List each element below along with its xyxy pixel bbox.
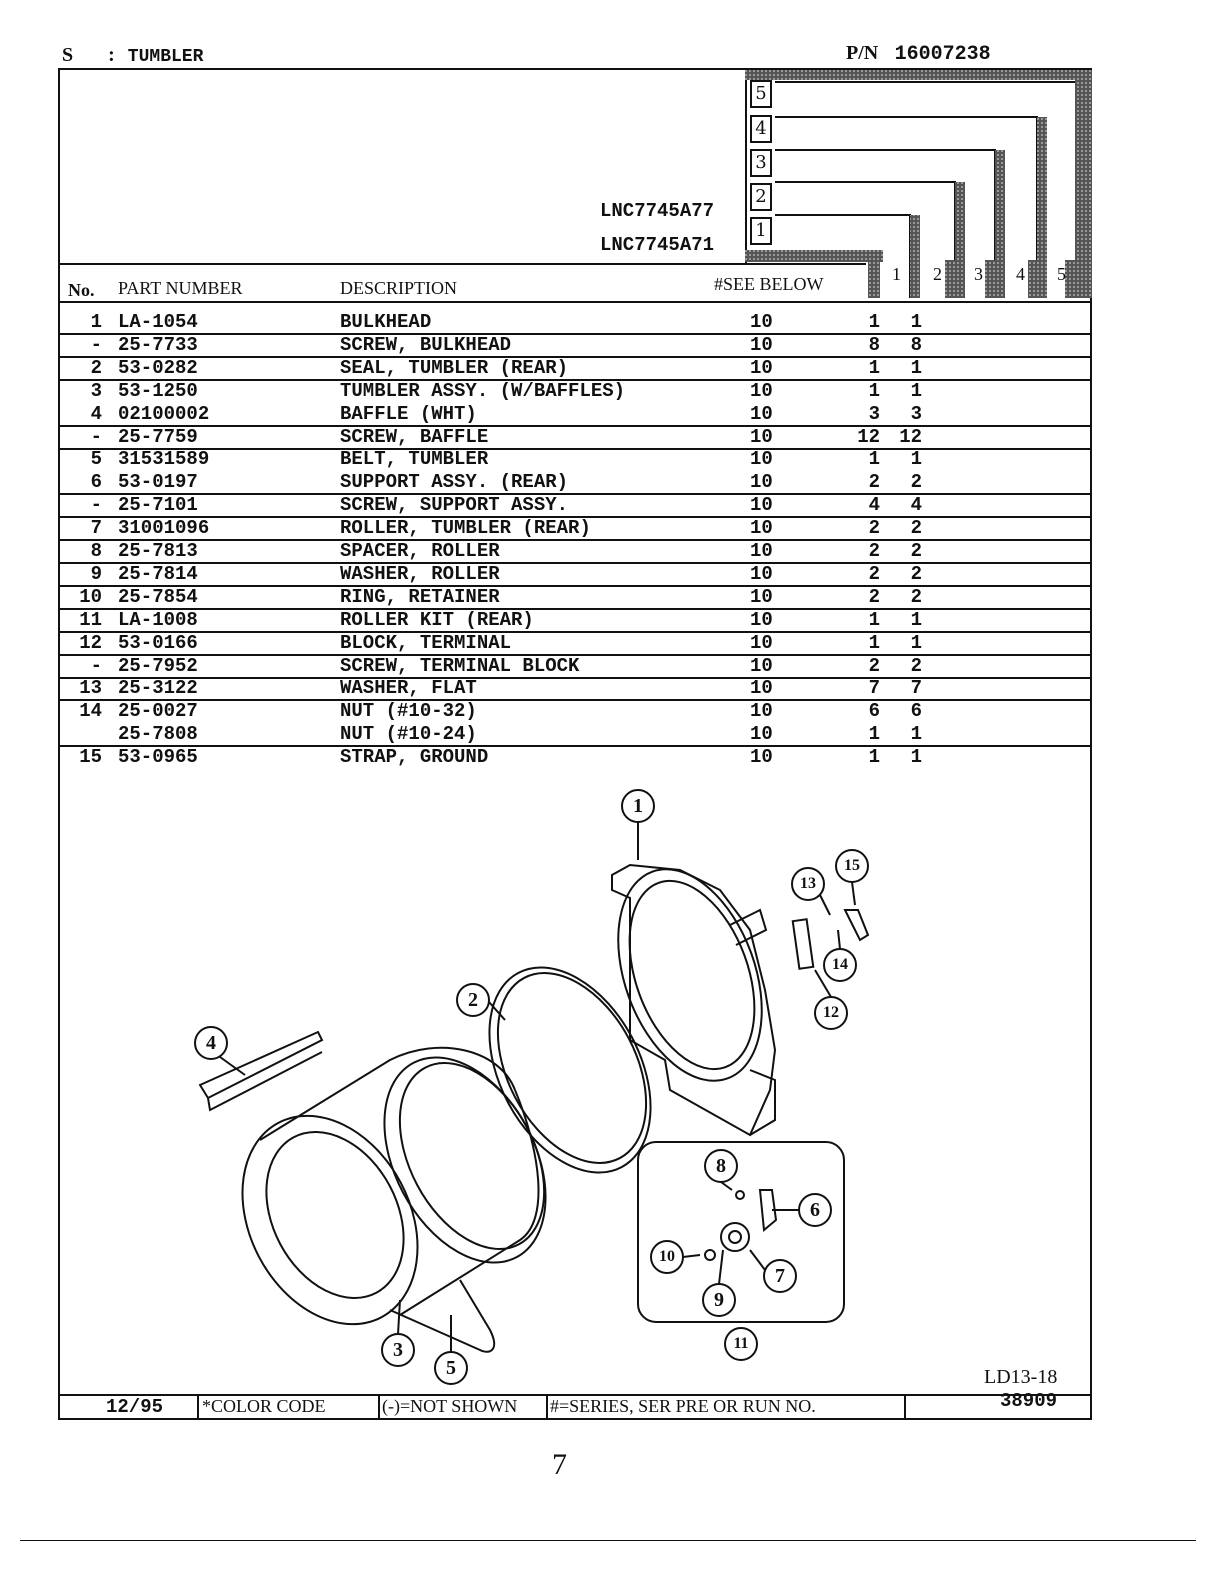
- row-no: -: [90, 425, 102, 448]
- table-row: [60, 448, 1092, 471]
- row-no: 6: [90, 471, 102, 494]
- row-qty-model-2: 4: [910, 494, 922, 517]
- row-qty-model-1: 2: [868, 471, 880, 494]
- table-row: [60, 746, 1092, 769]
- row-no: 3: [90, 379, 102, 402]
- shade-col-2: [955, 182, 965, 298]
- row-series: 10: [750, 723, 773, 746]
- row-no: 11: [79, 608, 102, 631]
- row-series: 10: [750, 700, 773, 723]
- row-qty-model-1: 2: [868, 654, 880, 677]
- row-description: BELT, TUMBLER: [340, 448, 489, 471]
- callout-3: 3: [393, 1339, 403, 1361]
- row-no: 1: [90, 311, 102, 333]
- footer-not-shown: (-)=NOT SHOWN: [382, 1396, 518, 1416]
- row-series: 10: [750, 677, 773, 700]
- callout-1: 1: [633, 795, 643, 817]
- row-qty-model-2: 1: [910, 448, 922, 471]
- model-matrix-graphic: [745, 70, 1092, 300]
- row-qty-model-2: 1: [910, 631, 922, 654]
- row-description: TUMBLER ASSY. (W/BAFFLES): [340, 379, 626, 402]
- footer-divider-4: [904, 1396, 906, 1420]
- row-description: NUT (#10-24): [340, 723, 477, 746]
- row-no: 2: [90, 356, 102, 379]
- footer-series-note: #=SERIES, SER PRE OR RUN NO.: [550, 1396, 816, 1416]
- row-no: 7: [90, 517, 102, 540]
- pn-value: 16007238: [894, 43, 991, 66]
- row-qty-model-1: 1: [868, 379, 880, 402]
- row-description: BAFFLE (WHT): [340, 402, 477, 425]
- row-description: SCREW, BAFFLE: [340, 425, 489, 448]
- row-qty-model-2: 1: [910, 746, 922, 769]
- col-header-see-below: #SEE BELOW: [714, 274, 824, 294]
- row-part-number: 25-7813: [118, 540, 198, 562]
- row-part-number: 25-3122: [118, 677, 198, 700]
- row-part-number: 25-7854: [118, 585, 198, 608]
- model-box-2: 2: [750, 183, 772, 211]
- callout-12: 12: [823, 1004, 839, 1021]
- row-description: WASHER, ROLLER: [340, 562, 500, 585]
- model-box-5: 5: [750, 80, 772, 108]
- col-header-model-4: 4: [1016, 264, 1025, 284]
- row-part-number: 25-7952: [118, 654, 198, 677]
- part-number-header: [846, 40, 991, 66]
- row-qty-model-2: 2: [910, 585, 922, 608]
- row-no: -: [90, 654, 102, 677]
- row-part-number: 25-7808: [118, 723, 198, 746]
- callout-7: 7: [775, 1265, 785, 1287]
- row-qty-model-2: 1: [910, 608, 922, 631]
- row-part-number: LA-1008: [118, 608, 198, 631]
- row-series: 10: [750, 746, 773, 769]
- callout-11: 11: [733, 1335, 749, 1352]
- row-qty-model-2: 2: [910, 471, 922, 494]
- row-qty-model-1: 12: [857, 425, 880, 448]
- callout-14: 14: [832, 956, 848, 973]
- row-description: SCREW, TERMINAL BLOCK: [340, 654, 580, 677]
- shade-bottom-bar: [745, 250, 883, 262]
- diagram-ref-code: LD13-18: [984, 1366, 1058, 1388]
- row-part-number: LA-1054: [118, 311, 198, 333]
- row-qty-model-1: 6: [868, 700, 880, 723]
- row-part-number: 53-1250: [118, 379, 198, 402]
- row-description: WASHER, FLAT: [340, 677, 477, 700]
- row-qty-model-1: 4: [868, 494, 880, 517]
- table-row: [60, 677, 1092, 700]
- row-series: 10: [750, 311, 773, 333]
- row-part-number: 25-7759: [118, 425, 198, 448]
- footer-date: 12/95: [106, 1396, 164, 1418]
- row-qty-model-1: 1: [868, 356, 880, 379]
- row-qty-model-1: 1: [868, 723, 880, 746]
- row-qty-model-1: 1: [868, 448, 880, 471]
- row-series: 10: [750, 379, 773, 402]
- model-name-b: LNC7745A71: [600, 234, 715, 256]
- col-header-model-1: 1: [892, 264, 901, 284]
- row-qty-model-1: 1: [868, 608, 880, 631]
- row-qty-model-1: 2: [868, 585, 880, 608]
- row-series: 10: [750, 540, 773, 562]
- row-part-number: 31001096: [118, 517, 210, 540]
- row-no: -: [90, 494, 102, 517]
- table-row: [60, 563, 1092, 586]
- shade-top: [745, 70, 1092, 80]
- row-qty-model-1: 2: [868, 562, 880, 585]
- callout-8: 8: [716, 1155, 726, 1177]
- callout-10: 10: [659, 1248, 675, 1265]
- row-part-number: 25-7733: [118, 333, 198, 356]
- row-qty-model-2: 2: [910, 654, 922, 677]
- row-qty-model-1: 1: [868, 746, 880, 769]
- row-no: 5: [90, 448, 102, 471]
- page-number: 7: [552, 1448, 567, 1481]
- callout-4: 4: [206, 1032, 216, 1054]
- table-row: [60, 586, 1092, 609]
- row-series: 10: [750, 517, 773, 540]
- col-header-no: No.: [68, 280, 95, 300]
- section-label-prefix: S: [62, 44, 74, 66]
- row-description: BULKHEAD: [340, 311, 432, 333]
- row-qty-model-1: 3: [868, 402, 880, 425]
- row-qty-model-2: 7: [910, 677, 922, 700]
- row-part-number: 25-7814: [118, 562, 198, 585]
- row-no: -: [90, 333, 102, 356]
- row-qty-model-1: 8: [868, 333, 880, 356]
- row-series: 10: [750, 631, 773, 654]
- callout-15: 15: [844, 857, 860, 874]
- row-no: 10: [79, 585, 102, 608]
- callout-13: 13: [800, 875, 816, 892]
- row-series: 10: [750, 333, 773, 356]
- row-qty-model-2: 1: [910, 379, 922, 402]
- model-box-4: 4: [750, 115, 772, 143]
- table-row: [60, 471, 1092, 494]
- row-no: 14: [79, 700, 102, 723]
- row-qty-model-1: 2: [868, 517, 880, 540]
- col-header-model-5: 5: [1057, 264, 1066, 284]
- model-name-a: LNC7745A77: [600, 200, 715, 222]
- callout-5: 5: [446, 1357, 456, 1379]
- row-part-number: 25-0027: [118, 700, 198, 723]
- row-series: 10: [750, 654, 773, 677]
- table-row: [60, 380, 1092, 403]
- row-qty-model-2: 2: [910, 562, 922, 585]
- bulkhead: [591, 849, 788, 1135]
- pn-label: P/N: [846, 42, 879, 64]
- row-qty-model-1: 7: [868, 677, 880, 700]
- roller-kit-box: [638, 1142, 844, 1322]
- footer-divider-3: [546, 1396, 548, 1420]
- table-row: [60, 357, 1092, 380]
- col-header-underline: [60, 301, 1092, 303]
- row-no: 4: [90, 402, 102, 425]
- row-series: 10: [750, 356, 773, 379]
- exploded-diagram: [60, 770, 1090, 1390]
- row-qty-model-1: 2: [868, 540, 880, 562]
- row-qty-model-2: 6: [910, 700, 922, 723]
- row-qty-model-2: 1: [910, 311, 922, 333]
- row-qty-model-1: 1: [868, 311, 880, 333]
- table-row: [60, 426, 1092, 449]
- tumbler-drum: [208, 1030, 579, 1355]
- row-description: BLOCK, TERMINAL: [340, 631, 512, 654]
- row-description: ROLLER KIT (REAR): [340, 608, 534, 631]
- table-row: [60, 311, 1092, 334]
- row-description: STRAP, GROUND: [340, 746, 489, 769]
- page-bottom-rule: [20, 1540, 1196, 1541]
- table-row: [60, 655, 1092, 678]
- ground-strap: [845, 910, 868, 940]
- row-description: SCREW, BULKHEAD: [340, 333, 512, 356]
- row-qty-model-2: 8: [910, 333, 922, 356]
- row-part-number: 53-0166: [118, 631, 198, 654]
- terminal-block: [793, 919, 814, 968]
- col-header-description: DESCRIPTION: [340, 278, 458, 298]
- row-qty-model-2: 2: [910, 540, 922, 562]
- row-part-number: 02100002: [118, 402, 210, 425]
- table-row: [60, 334, 1092, 357]
- footer-divider-1: [197, 1396, 199, 1420]
- row-part-number: 53-0965: [118, 746, 198, 769]
- row-series: 10: [750, 471, 773, 494]
- row-qty-model-1: 1: [868, 631, 880, 654]
- footer-color-code: *COLOR CODE: [202, 1396, 326, 1416]
- footer-doc-number: 38909: [1000, 1390, 1058, 1412]
- shade-col-5: [1075, 70, 1092, 298]
- row-qty-model-2: 3: [910, 402, 922, 425]
- row-qty-model-2: 12: [899, 425, 922, 448]
- model-box-1: 1: [750, 217, 772, 245]
- table-row: [60, 403, 1092, 426]
- row-part-number: 53-0282: [118, 356, 198, 379]
- row-description: RING, RETAINER: [340, 585, 500, 608]
- row-part-number: 31531589: [118, 448, 210, 471]
- shade-col-4: [1037, 117, 1047, 298]
- row-no: 13: [79, 677, 102, 700]
- row-no: 15: [79, 746, 102, 769]
- table-row: [60, 517, 1092, 540]
- table-row: [60, 494, 1092, 517]
- table-row: [60, 609, 1092, 632]
- section-title: TUMBLER: [127, 47, 204, 67]
- row-series: 10: [750, 562, 773, 585]
- col-header-model-3: 3: [974, 264, 983, 284]
- callout-9: 9: [714, 1289, 724, 1311]
- section-label: [62, 44, 203, 67]
- row-description: SPACER, ROLLER: [340, 540, 500, 562]
- col-header-part-number: PART NUMBER: [118, 278, 243, 298]
- row-series: 10: [750, 585, 773, 608]
- row-description: ROLLER, TUMBLER (REAR): [340, 517, 591, 540]
- row-part-number: 25-7101: [118, 494, 198, 517]
- row-series: 10: [750, 425, 773, 448]
- row-qty-model-2: 1: [910, 356, 922, 379]
- row-qty-model-2: 1: [910, 723, 922, 746]
- row-no: 8: [90, 540, 102, 562]
- row-part-number: 53-0197: [118, 471, 198, 494]
- row-series: 10: [750, 494, 773, 517]
- row-description: SCREW, SUPPORT ASSY.: [340, 494, 569, 517]
- footer-divider-2: [378, 1396, 380, 1420]
- callout-2: 2: [468, 989, 478, 1011]
- shade-col-1: [910, 215, 920, 298]
- model-box-3: 3: [750, 149, 772, 177]
- table-row: [60, 540, 1092, 563]
- row-series: 10: [750, 608, 773, 631]
- row-description: NUT (#10-32): [340, 700, 477, 723]
- row-qty-model-2: 2: [910, 517, 922, 540]
- row-description: SEAL, TUMBLER (REAR): [340, 356, 569, 379]
- table-row: [60, 700, 1092, 723]
- table-row: [60, 723, 1092, 746]
- shade-col-3: [995, 150, 1005, 298]
- row-no: 9: [90, 562, 102, 585]
- row-series: 10: [750, 448, 773, 471]
- row-no: 12: [79, 631, 102, 654]
- table-row: [60, 632, 1092, 655]
- row-series: 10: [750, 402, 773, 425]
- col-header-model-2: 2: [933, 264, 942, 284]
- row-description: SUPPORT ASSY. (REAR): [340, 471, 569, 494]
- section-label-tail: :: [108, 44, 115, 66]
- callout-6: 6: [810, 1199, 820, 1221]
